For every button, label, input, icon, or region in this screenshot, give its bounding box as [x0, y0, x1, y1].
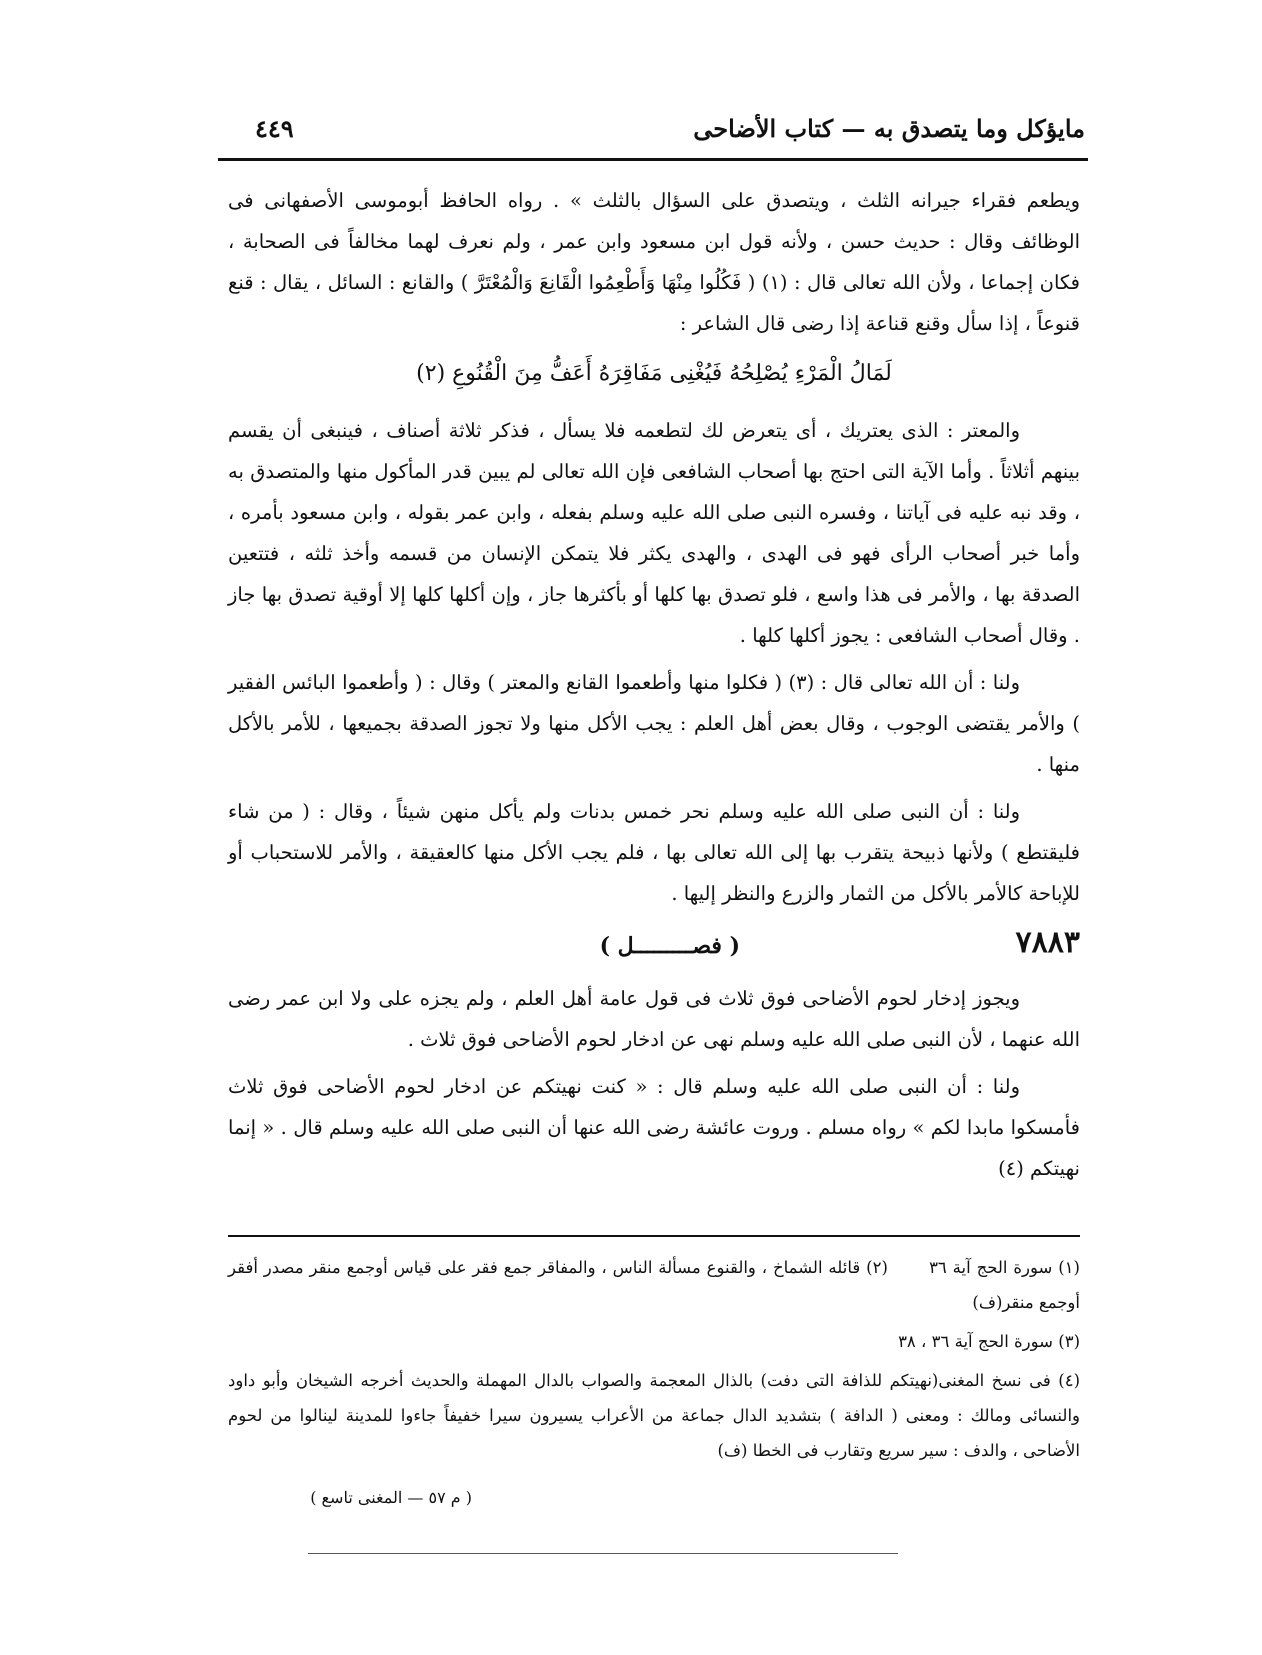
main-text	[228, 180, 1080, 1195]
footnote-1-2	[228, 1250, 1080, 1320]
header-divider	[218, 158, 1088, 161]
footnote-2: (٢) قائله الشماخ ، والقنوع مسألة الناس ، والمفاقر جمع فقر على قياس أوجمع منقر مصدر أفقر أوجمع منقر(ف)	[228, 1258, 1080, 1312]
footnote-4: (٤) فى نسخ المغنى(نهيتكم للذافة التى دفت) بالذال المعجمة والصواب بالدال المهملة والحديث أخرجه الشيخان وأبو داود والنسائى ومالك : ومعنى ( الدافة ) بتشديد الدال جماعة من الأعراب يسيرون سيرا خفيفاً جاءوا للمدينة لينالوا من لحوم الأضاحى ، والدف : سير سريع وتقارب فى الخطا (ف)	[228, 1371, 1080, 1460]
paragraph-5: ويجوز إدخار لحوم الأضاحى فوق ثلاث فى قول عامة أهل العلم ، ولم يجزه على ولا ابن عمر رضى الله عنهما ، لأن النبى صلى الله عليه وسلم نهى عن ادخار لحوم الأضاحى فوق ثلاث .	[228, 987, 1080, 1051]
poetry-verse: لَمَالُ الْمَرْءِ يُصْلِحُهُ فَيُغْنِى مَفَاقِرَهُ أَعَفُّ مِنَ الْقُنُوعِ (٢)	[416, 361, 892, 386]
bottom-divider	[308, 1553, 898, 1554]
footnote-3: (٣) سورة الحج آية ٣٦ ، ٣٨	[898, 1332, 1080, 1351]
footnote-divider	[228, 1235, 1080, 1237]
footnotes	[228, 1250, 1080, 1472]
footnote-1: (١) سورة الحج آية ٣٦	[929, 1258, 1080, 1277]
section-number: ٧٨٨٣	[1015, 925, 1080, 960]
running-title: مايؤكل وما يتصدق به — كتاب الأضاحى	[693, 114, 1085, 143]
paragraph-2: والمعتر : الذى يعتريك ، أى يتعرض لك لتطعمه فلا يسأل ، فذكر ثلاثة أصناف ، فينبغى أن يقسم بينهم أثلاثاً . وأما الآية التى احتج بها أصحاب الشافعى فإن الله تعالى لم يبين قدر المأكول منها والمتصدق به ، وقد نبه عليه فى آياتنا ، وفسره النبى صلى الله عليه وسلم بفعله ، وابن عمر بقوله ، وابن مسعود بأمره ، وأما خبر أصحاب الرأى فهو فى الهدى ، والهدى يكثر فلا يتمكن الإنسان من قسمه وأخذ ثلثه ، فتتعين الصدقة بها ، والأمر فى هذا واسع ، فلو تصدق بها كلها أو بأكثرها جاز ، وإن أكلها كلها إلا أوقية تصدق بها جاز . وقال أصحاب الشافعى : يجوز أكلها كلها .	[228, 419, 1080, 647]
page-header	[225, 108, 1085, 156]
page-number: ٤٤٩	[255, 114, 294, 143]
paragraph-1: ويطعم فقراء جيرانه الثلث ، ويتصدق على السؤال بالثلث » . رواه الحافظ أبوموسى الأصفهانى فى الوظائف وقال : حديث حسن ، ولأنه قول ابن مسعود وابن عمر ، ولم نعرف لهما مخالفاً فى الصحابة ، فكان إجماعا ، ولأن الله تعالى قال : (١) ( فَكُلُوا مِنْهَا وَأَطْعِمُوا الْقَانِعَ وَالْمُعْتَرَّ ) والقانع : السائل ، يقال : قنع قنوعاً ، إذا سأل وقنع قناعة إذا رضى قال الشاعر :	[228, 189, 1080, 335]
paragraph-4: ولنا : أن النبى صلى الله عليه وسلم نحر خمس بدنات ولم يأكل منهن شيئاً ، وقال : ( من شاء فليقتطع ) ولأنها ذبيحة يتقرب بها إلى الله تعالى بها ، فلم يجب الأكل منها كالعقيقة ، والأمر للاستحباب أو للإباحة كالأمر بالأكل من الثمار والزرع والنظر إليها .	[228, 800, 1080, 905]
section-title: ( فصـــــــــل )	[599, 933, 740, 959]
signature-mark: ( م ٥٧ — المغنى تاسع )	[310, 1488, 472, 1507]
paragraph-6: ولنا : أن النبى صلى الله عليه وسلم قال : « كنت نهيتكم عن ادخار لحوم الأضاحى فوق ثلاث فأمسكوا مابدا لكم » رواه مسلم . وروت عائشة رضى الله عنها أن النبى صلى الله عليه وسلم قال . « إنما نهيتكم (٤)	[228, 1075, 1080, 1180]
section-heading	[228, 922, 1080, 968]
paragraph-3: ولنا : أن الله تعالى قال : (٣) ( فكلوا منها وأطعموا القانع والمعتر ) وقال : ( وأطعموا البائس الفقير ) والأمر يقتضى الوجوب ، وقال بعض أهل العلم : يجب الأكل منها ولا تجوز الصدقة بجميعها ، للأمر بالأكل منها .	[228, 671, 1080, 776]
